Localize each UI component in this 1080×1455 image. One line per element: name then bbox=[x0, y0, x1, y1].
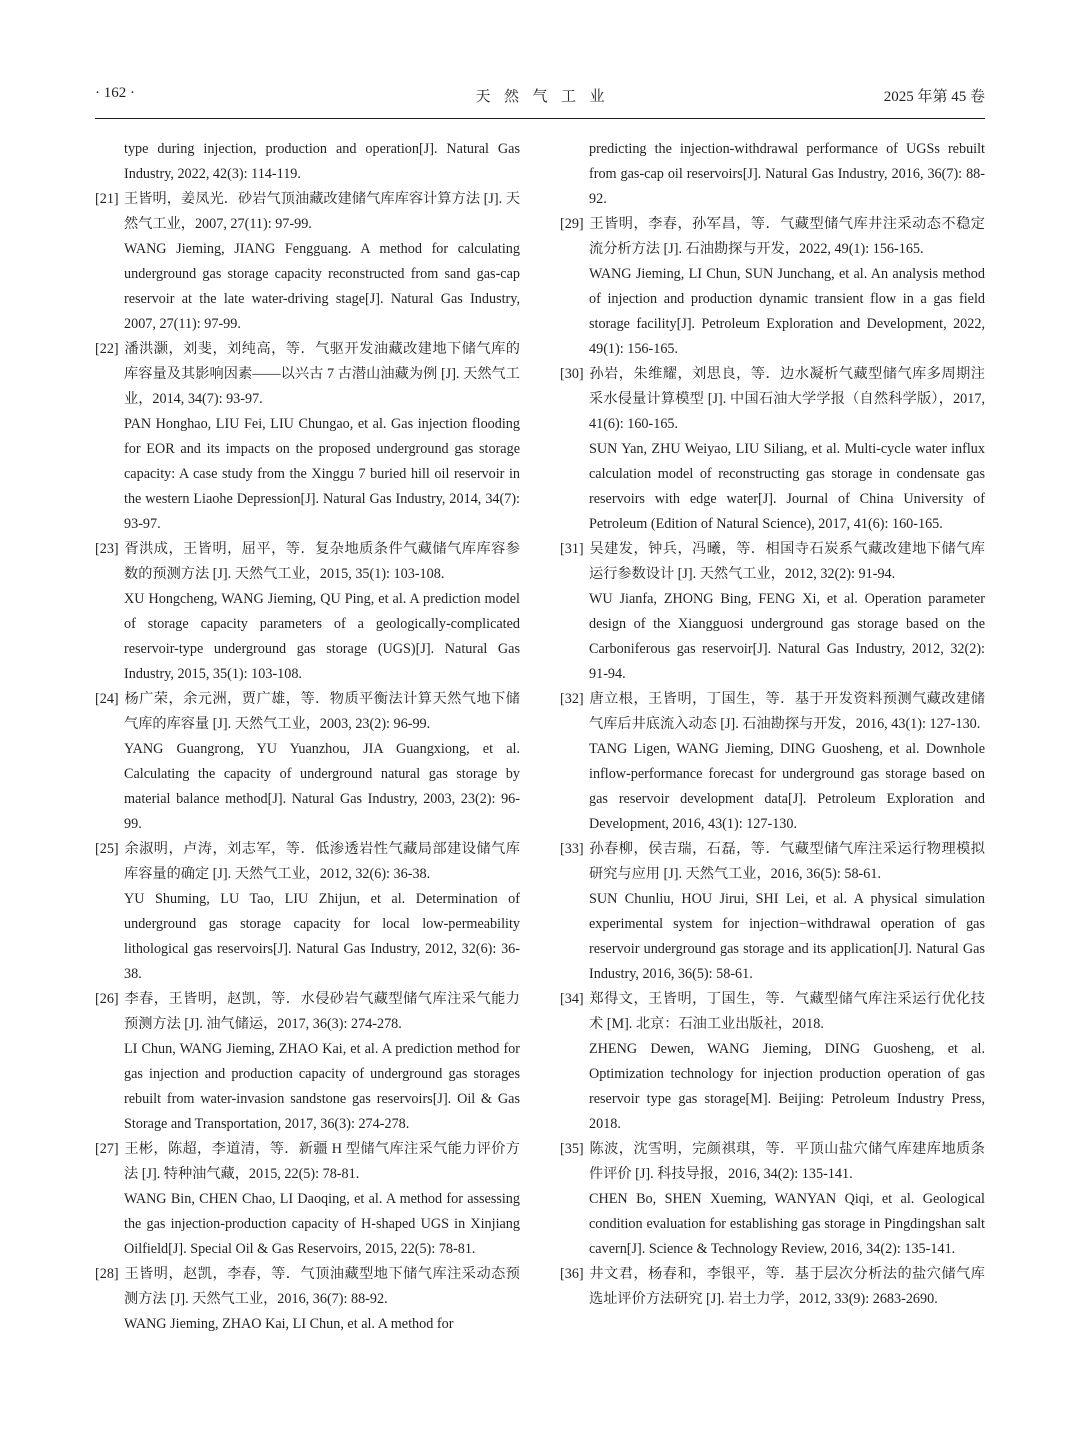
reference-number: [33] bbox=[560, 841, 584, 857]
reference-number: [26] bbox=[95, 991, 119, 1007]
reference-cn-text: 王彬，陈超，李道清，等．新疆 H 型储气库注采气能力评价方法 [J]. 特种油气藏，2015, 22(5): 78-81. bbox=[124, 1141, 520, 1182]
reference-en: LI Chun, WANG Jieming, ZHAO Kai, et al. A prediction method for gas injection and production capacity of underground gas storages rebuilt from water-invasion sandstone gas reservoirs[J]. Oil & Gas Storage and Transportation, 2017, 36(3): 274-278. bbox=[124, 1041, 520, 1132]
reference-en: CHEN Bo, SHEN Xueming, WANYAN Qiqi, et al. Geological condition evaluation for establishing gas storage in Pingdingshan salt cavern[J]. Science & Technology Review, 2016, 34(2): 135-141. bbox=[589, 1191, 985, 1257]
reference-en: XU Hongcheng, WANG Jieming, QU Ping, et al. A prediction model of storage capacity parameters of a geologically-complicated reservoir-type underground gas storage (UGS)[J]. Natural Gas Industry, 2015, 35(1): 103-108. bbox=[124, 591, 520, 682]
reference-number: [36] bbox=[560, 1266, 584, 1282]
reference-cn-text: 胥洪成，王皆明，屈平，等．复杂地质条件气藏储气库库容参数的预测方法 [J]. 天然气工业，2015, 35(1): 103-108. bbox=[124, 541, 520, 582]
reference-item bbox=[560, 212, 985, 362]
reference-en: WANG Jieming, LI Chun, SUN Junchang, et al. An analysis method of injection and production dynamic transient flow in a gas field storage facility[J]. Petroleum Exploration and Development, 2022, 49(1): 156-165. bbox=[589, 266, 985, 357]
reference-continuation: type during injection, production and operation[J]. Natural Gas Industry, 2022, 42(3): 114-119. bbox=[124, 141, 520, 182]
reference-cn bbox=[95, 187, 520, 237]
reference-cn bbox=[95, 1137, 520, 1187]
reference-number: [25] bbox=[95, 841, 119, 857]
reference-number: [30] bbox=[560, 366, 584, 382]
reference-cn-text: 唐立根，王皆明，丁国生，等．基于开发资料预测气藏改建储气库后井底流入动态 [J]. 石油勘探与开发，2016, 43(1): 127-130. bbox=[589, 691, 985, 732]
reference-item bbox=[95, 537, 520, 687]
reference-en: WU Jianfa, ZHONG Bing, FENG Xi, et al. Operation parameter design of the Xiangguosi underground gas storage based on the Carboniferous gas reservoir[J]. Natural Gas Industry, 2012, 32(2): 91-94. bbox=[589, 591, 985, 682]
reference-item bbox=[560, 1137, 985, 1262]
reference-cn-text: 孙岩，朱维耀，刘思良，等．边水凝析气藏型储气库多周期注采水侵量计算模型 [J]. 中国石油大学学报（自然科学版），2017, 41(6): 160-165. bbox=[589, 366, 985, 432]
reference-cn bbox=[560, 837, 985, 887]
reference-en: ZHENG Dewen, WANG Jieming, DING Guosheng, et al. Optimization technology for injection production operation of gas reservoir type gas storage[M]. Beijing: Petroleum Industry Press, 2018. bbox=[589, 1041, 985, 1132]
reference-item bbox=[560, 837, 985, 987]
reference-cn-text: 王皆明，赵凯，李春，等．气顶油藏型地下储气库注采动态预测方法 [J]. 天然气工业，2016, 36(7): 88-92. bbox=[124, 1266, 520, 1307]
journal-title: 天然气工业 bbox=[475, 89, 618, 105]
reference-en: TANG Ligen, WANG Jieming, DING Guosheng, et al. Downhole inflow-performance forecast for underground gas storage based on gas reservoir development data[J]. Petroleum Exploration and Development, 2016, 43(1): 127-130. bbox=[589, 741, 985, 832]
reference-item bbox=[95, 187, 520, 337]
reference-cn-text: 吴建发，钟兵，冯曦，等．相国寺石炭系气藏改建地下储气库运行参数设计 [J]. 天然气工业，2012, 32(2): 91-94. bbox=[589, 541, 985, 582]
reference-en: WANG Jieming, JIANG Fengguang. A method for calculating underground gas storage capacity reconstructed from sand gas-cap reservoir at the late water-driving stage[J]. Natural Gas Industry, 2007, 27(11): 97-99. bbox=[124, 241, 520, 332]
reference-en: WANG Jieming, ZHAO Kai, LI Chun, et al. A method for bbox=[124, 1316, 454, 1332]
reference-cn bbox=[560, 1137, 985, 1187]
reference-cn-text: 杨广荣，余元洲，贾广雄，等．物质平衡法计算天然气地下储气库的库容量 [J]. 天然气工业，2003, 23(2): 96-99. bbox=[124, 691, 520, 732]
reference-number: [21] bbox=[95, 191, 119, 207]
header-rule bbox=[95, 118, 985, 119]
reference-number: [29] bbox=[560, 216, 584, 232]
reference-cn-text: 井文君，杨春和，李银平，等．基于层次分析法的盐穴储气库选址评价方法研究 [J]. 岩土力学，2012, 33(9): 2683-2690. bbox=[589, 1266, 985, 1307]
page-number: · 162 · bbox=[95, 85, 135, 101]
reference-item bbox=[560, 362, 985, 537]
reference-en: YU Shuming, LU Tao, LIU Zhijun, et al. Determination of underground gas storage capacity for local low-permeability lithological gas reservoirs[J]. Natural Gas Industry, 2012, 32(6): 36-38. bbox=[124, 891, 520, 982]
reference-cn bbox=[95, 1262, 520, 1312]
reference-cn-text: 余淑明，卢涛，刘志军，等．低渗透岩性气藏局部建设储气库库容量的确定 [J]. 天然气工业，2012, 32(6): 36-38. bbox=[124, 841, 520, 882]
reference-cn-text: 郑得文，王皆明，丁国生，等．气藏型储气库注采运行优化技术 [M]. 北京：石油工业出版社，2018. bbox=[589, 991, 985, 1032]
reference-en: SUN Yan, ZHU Weiyao, LIU Siliang, et al. Multi-cycle water influx calculation model of reconstructing gas storage in condensate gas reservoirs with edge water[J]. Journal of China University of Petroleum (Edition of Natural Science), 2017, 41(6): 160-165. bbox=[589, 441, 985, 532]
reference-item bbox=[95, 1137, 520, 1262]
reference-item bbox=[560, 687, 985, 837]
reference-item bbox=[560, 987, 985, 1137]
page-header bbox=[95, 85, 985, 109]
reference-cn-text: 李春，王皆明，赵凯，等．水侵砂岩气藏型储气库注采气能力预测方法 [J]. 油气储运，2017, 36(3): 274-278. bbox=[124, 991, 520, 1032]
reference-number: [23] bbox=[95, 541, 119, 557]
reference-cn-text: 王皆明，姜凤光．砂岩气顶油藏改建储气库库容计算方法 [J]. 天然气工业，2007, 27(11): 97-99. bbox=[124, 191, 520, 232]
reference-item bbox=[95, 1262, 520, 1337]
reference-number: [35] bbox=[560, 1141, 584, 1157]
reference-cn bbox=[560, 987, 985, 1037]
reference-cn bbox=[95, 687, 520, 737]
reference-cn bbox=[560, 1262, 985, 1312]
reference-number: [27] bbox=[95, 1141, 119, 1157]
reference-number: [24] bbox=[95, 691, 119, 707]
right-column bbox=[560, 137, 985, 1312]
left-column bbox=[95, 137, 520, 1337]
reference-item bbox=[95, 987, 520, 1137]
reference-number: [32] bbox=[560, 691, 584, 707]
reference-item bbox=[95, 687, 520, 837]
reference-item bbox=[95, 337, 520, 537]
reference-cn bbox=[560, 687, 985, 737]
reference-cn-text: 孙春柳，侯吉瑞，石磊，等．气藏型储气库注采运行物理模拟研究与应用 [J]. 天然气工业，2016, 36(5): 58-61. bbox=[589, 841, 985, 882]
reference-cn-text: 陈波，沈雪明，完颜祺琪，等．平顶山盐穴储气库建库地质条件评价 [J]. 科技导报，2016, 34(2): 135-141. bbox=[589, 1141, 985, 1182]
reference-en: PAN Honghao, LIU Fei, LIU Chungao, et al. Gas injection flooding for EOR and its impacts on the proposed underground gas storage capacity: A case study from the Xinggu 7 buried hill oil reservoir in the western Liaohe Depression[J]. Natural Gas Industry, 2014, 34(7): 93-97. bbox=[124, 416, 520, 532]
reference-number: [28] bbox=[95, 1266, 119, 1282]
reference-cn bbox=[95, 337, 520, 412]
reference-continuation: predicting the injection-withdrawal performance of UGSs rebuilt from gas-cap oil reservoirs[J]. Natural Gas Industry, 2016, 36(7): 88-92. bbox=[589, 141, 985, 207]
reference-en: SUN Chunliu, HOU Jirui, SHI Lei, et al. A physical simulation experimental system for injection−withdrawal operation of gas reservoir underground gas storage and its application[J]. Natural Gas Industry, 2016, 36(5): 58-61. bbox=[589, 891, 985, 982]
volume-info: 2025 年第 45 卷 bbox=[883, 89, 985, 105]
reference-item bbox=[560, 537, 985, 687]
reference-number: [22] bbox=[95, 341, 119, 357]
reference-en: WANG Bin, CHEN Chao, LI Daoqing, et al. A method for assessing the gas injection-production capacity of H-shaped UGS in Xinjiang Oilfield[J]. Special Oil & Gas Reservoirs, 2015, 22(5): 78-81. bbox=[124, 1191, 520, 1257]
reference-cn-text: 王皆明，李春，孙军昌，等．气藏型储气库井注采动态不稳定流分析方法 [J]. 石油勘探与开发，2022, 49(1): 156-165. bbox=[589, 216, 985, 257]
reference-item bbox=[560, 1262, 985, 1312]
reference-en: YANG Guangrong, YU Yuanzhou, JIA Guangxiong, et al. Calculating the capacity of underground natural gas storage by material balance method[J]. Natural Gas Industry, 2003, 23(2): 96-99. bbox=[124, 741, 520, 832]
reference-cn bbox=[95, 837, 520, 887]
reference-cn bbox=[560, 362, 985, 437]
reference-cn bbox=[560, 537, 985, 587]
reference-number: [34] bbox=[560, 991, 584, 1007]
reference-cn bbox=[95, 537, 520, 587]
reference-cn bbox=[560, 212, 985, 262]
reference-cn bbox=[95, 987, 520, 1037]
reference-item bbox=[95, 837, 520, 987]
reference-number: [31] bbox=[560, 541, 584, 557]
reference-cn-text: 潘洪灏，刘斐，刘纯高，等．气驱开发油藏改建地下储气库的库容量及其影响因素——以兴古 7 古潜山油藏为例 [J]. 天然气工业，2014, 34(7): 93-97. bbox=[124, 341, 520, 407]
